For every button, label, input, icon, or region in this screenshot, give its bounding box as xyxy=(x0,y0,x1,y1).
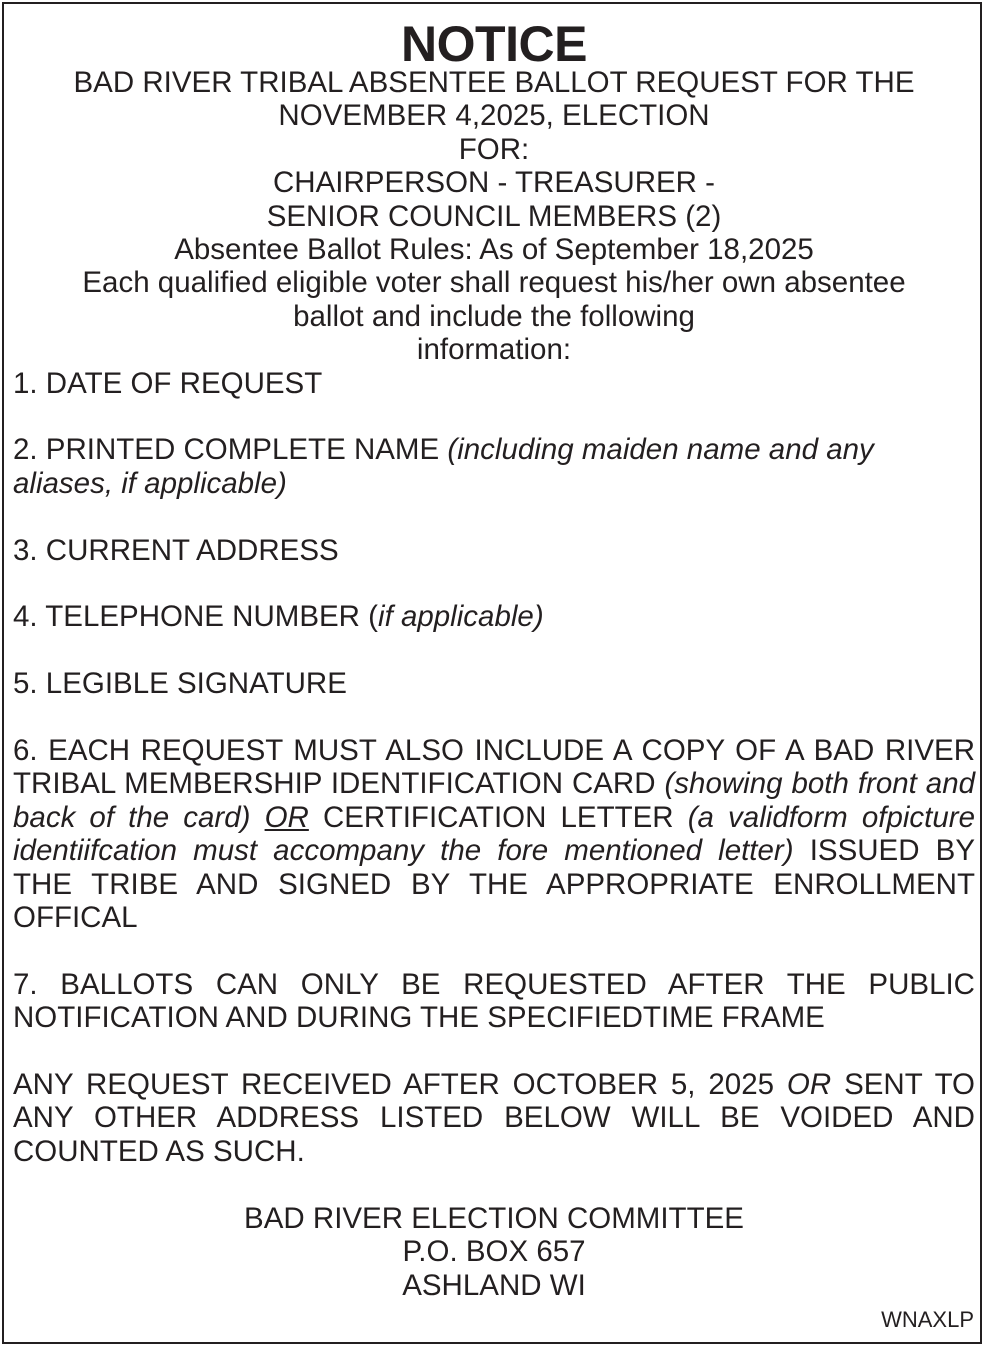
warning-paragraph xyxy=(13,1068,975,1168)
header-line-7: Each qualified eligible voter shall request his/her own absentee xyxy=(82,266,906,300)
item-2 xyxy=(13,433,975,500)
publication-code: WNAXLP xyxy=(881,1307,974,1332)
item-4 xyxy=(13,600,975,633)
po-box: P.O. BOX 657 xyxy=(402,1235,586,1269)
committee-name: BAD RIVER ELECTION COMMITTEE xyxy=(244,1201,744,1235)
item-7: 7. BALLOTS CAN ONLY BE REQUESTED AFTER THE PUBLIC NOTIFICATION AND DURING THE SPECIFIEDTIME FRAME xyxy=(13,967,975,1035)
header-line-5: SENIOR COUNCIL MEMBERS (2) xyxy=(266,199,722,233)
header-line-1: BAD RIVER TRIBAL ABSENTEE BALLOT REQUEST FOR THE xyxy=(73,66,915,99)
item-5: 5. LEGIBLE SIGNATURE xyxy=(13,667,347,701)
header-line-9: information: xyxy=(416,333,572,367)
header-line-3: FOR: xyxy=(458,132,530,166)
item-4-note: if applicable) xyxy=(378,600,544,634)
item-2-label: 2. PRINTED COMPLETE NAME xyxy=(13,433,448,467)
item-6-note-b: (a validform ofpicture identiifcation must accompany the fore mentioned letter) xyxy=(13,800,975,868)
item-6-note-a: (showing both front and back of the card) xyxy=(13,767,976,834)
city-state: ASHLAND WI xyxy=(402,1268,586,1302)
item-2-note: (including maiden name and any aliases, if applicable) xyxy=(13,433,874,500)
item-3: 3. CURRENT ADDRESS xyxy=(13,533,339,567)
warning-or: OR xyxy=(786,1068,832,1102)
item-6-text-c: ISSUED BY THE TRIBE AND SIGNED BY THE APPROPRIATE ENROLLMENT OFFICAL xyxy=(13,834,976,935)
header-line-4: CHAIRPERSON - TREASURER - xyxy=(272,166,715,200)
item-6 xyxy=(13,734,975,934)
warning-text-b: SENT TO ANY OTHER ADDRESS LISTED BELOW WILL BE VOIDED AND COUNTED AS SUCH. xyxy=(13,1068,976,1168)
warning-text-a: ANY REQUEST RECEIVED AFTER OCTOBER 5, 2025 xyxy=(13,1068,787,1102)
item-4-label: 4. TELEPHONE NUMBER ( xyxy=(13,600,379,634)
item-6-text-b: CERTIFICATION LETTER xyxy=(308,800,688,834)
header-line-2: NOVEMBER 4,2025, ELECTION xyxy=(278,99,710,133)
notice-document xyxy=(13,16,975,1302)
item-6-or: OR xyxy=(264,800,309,834)
item-6-text-a: 6. EACH REQUEST MUST ALSO INCLUDE A COPY OF A BAD RIVER TRIBAL MEMBERSHIP IDENTIFICATION CARD xyxy=(13,734,975,801)
header-line-6: Absentee Ballot Rules: As of September 18,2025 xyxy=(174,233,814,267)
notice-title: NOTICE xyxy=(401,16,587,72)
header-line-8: ballot and include the following xyxy=(293,299,695,333)
item-1: 1. DATE OF REQUEST xyxy=(13,366,323,400)
